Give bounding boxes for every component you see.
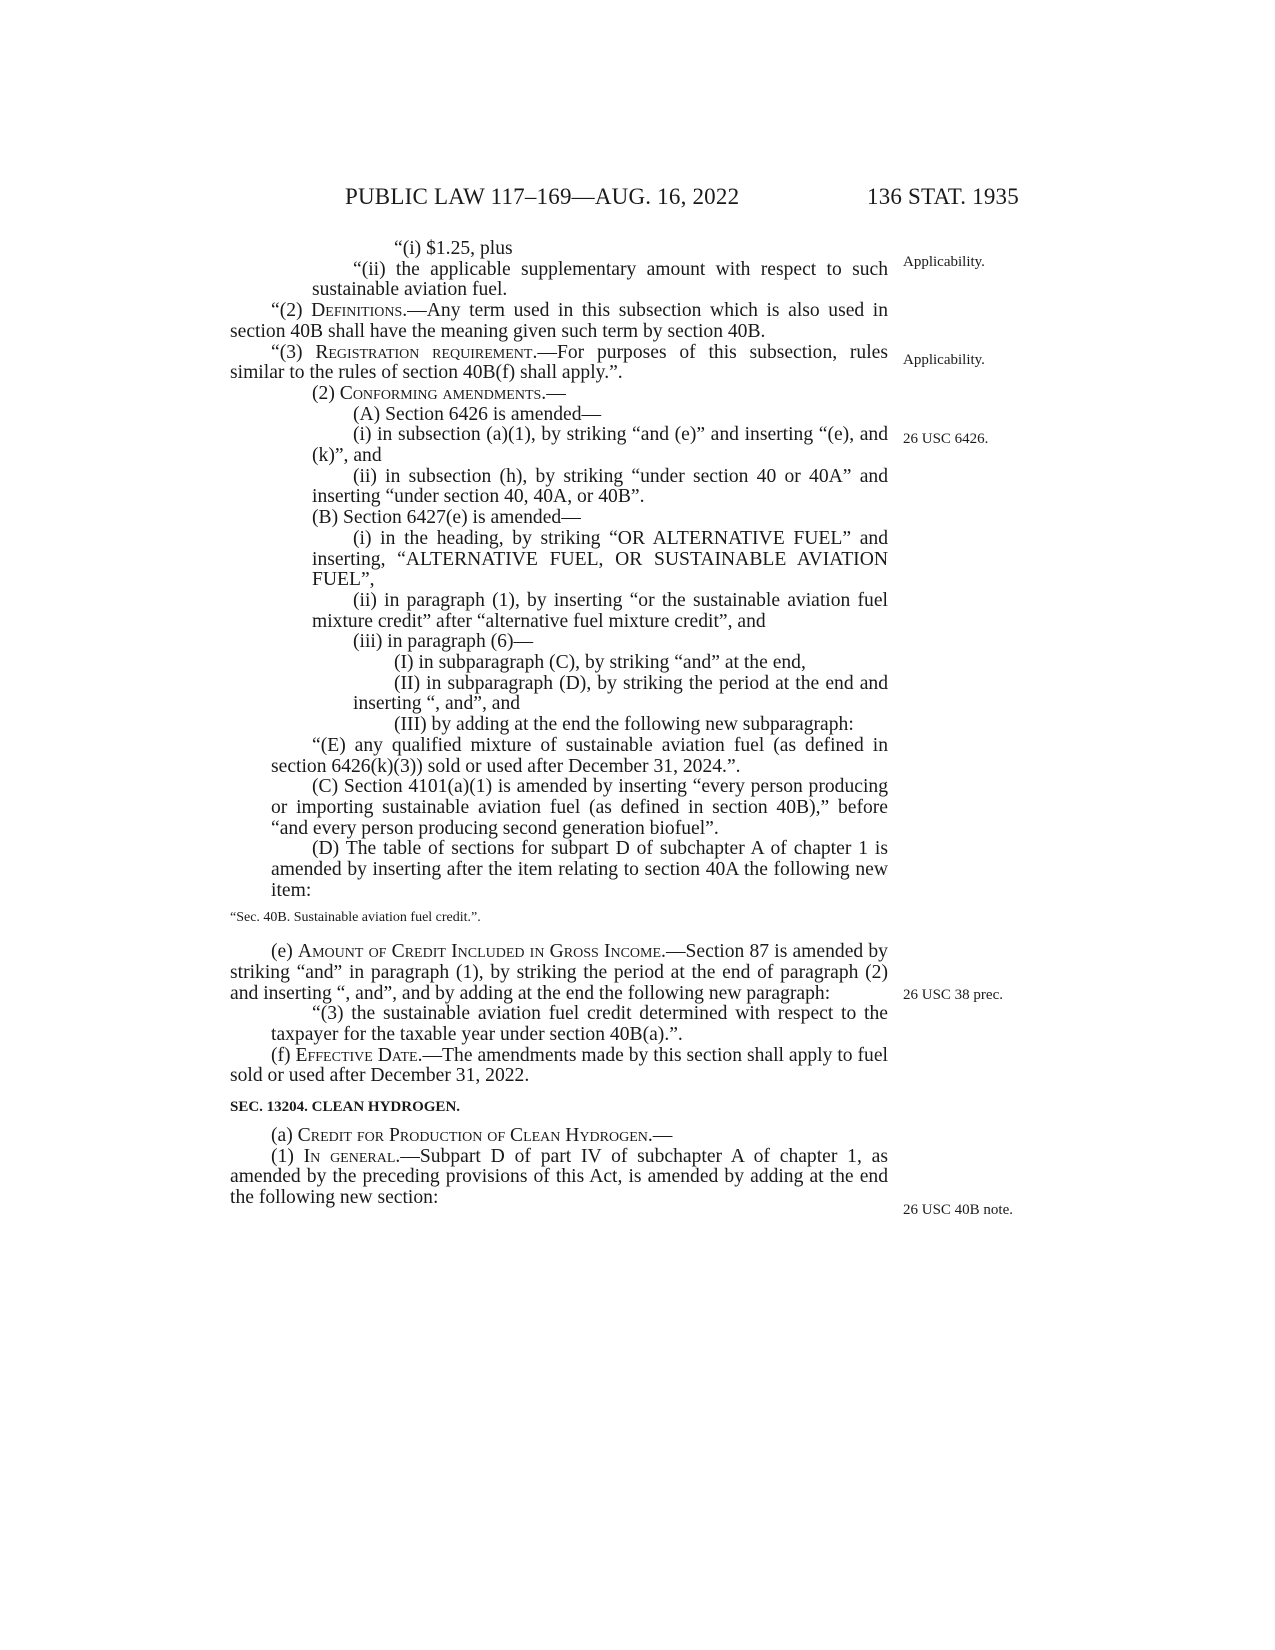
- margin-note: Applicability.: [903, 254, 985, 270]
- paragraph-text: (II) in subparagraph (D), by striking the period at the end and inserting “, and”, and: [353, 672, 888, 715]
- paragraph-text: .—The amendments made by this section shall apply to fuel sold or used after December 31, 2022.: [230, 1044, 888, 1087]
- paragraph: [230, 715, 888, 736]
- paragraph-text: (III) by adding at the end the following new subparagraph:: [394, 714, 854, 736]
- paragraph-heading: Definitions: [311, 300, 403, 322]
- paragraph-designator: (2): [312, 382, 340, 404]
- paragraph: [230, 653, 888, 674]
- paragraph: [230, 1147, 888, 1209]
- paragraph: [230, 508, 888, 529]
- paragraph-text: (C) Section 4101(a)(1) is amended by inserting “every person producing or importing sustainable aviation fuel (as defined in section 40B),” before “and every person producing second generation biofuel”.: [271, 776, 888, 839]
- paragraph-text: .—: [647, 1124, 673, 1146]
- paragraph-text: “(ii) the applicable supplementary amount with respect to such sustainable aviation fuel.: [312, 258, 888, 301]
- paragraph-text: (B) Section 6427(e) is amended—: [312, 507, 581, 529]
- paragraph-heading: Effective Date: [295, 1044, 418, 1066]
- paragraph-text: .—Any term used in this subsection which is also used in section 40B shall have the meaning given such term by section 40B.: [230, 300, 888, 342]
- paragraph: [230, 467, 888, 508]
- paragraph-designator: (a): [271, 1124, 298, 1146]
- paragraph-text: “(i) $1.25, plus: [394, 238, 513, 259]
- paragraph: [230, 384, 888, 405]
- paragraph-text: SEC. 13204. CLEAN HYDROGEN.: [230, 1099, 461, 1116]
- paragraph-text: (ii) in paragraph (1), by inserting “or the sustainable aviation fuel mixture credit” after “alternative fuel mixture credit”, and: [312, 589, 888, 632]
- paragraph-heading: In general: [303, 1145, 396, 1167]
- table-item: [230, 902, 888, 943]
- margin-note: Applicability.: [903, 352, 985, 368]
- paragraph-designator: (f): [271, 1044, 296, 1066]
- page-number: 136 STAT. 1935: [867, 184, 1019, 209]
- paragraph-text: (i) in subsection (a)(1), by striking “and (e)” and inserting “(e), and (k)”, and: [312, 424, 888, 467]
- paragraph: [230, 1126, 888, 1147]
- paragraph: [230, 1046, 888, 1087]
- paragraph: [230, 405, 888, 426]
- paragraph-heading: Conforming amendments: [339, 382, 542, 404]
- paragraph-text: (ii) in subsection (h), by striking “under section 40 or 40A” and inserting “under section 40, 40A, or 40B”.: [312, 465, 888, 508]
- running-header-left: PUBLIC LAW 117–169—AUG. 16, 2022: [345, 184, 740, 209]
- paragraph-designator: “(3): [271, 341, 316, 363]
- paragraph-text: (A) Section 6426 is amended—: [353, 403, 602, 425]
- paragraph: [230, 529, 888, 591]
- paragraph: [230, 239, 888, 260]
- paragraph: [230, 674, 888, 715]
- paragraph-text: .—Subpart D of part IV of subchapter A of chapter 1, as amended by the preceding provisions of this Act, is amended by adding at the end the following new section:: [230, 1145, 888, 1208]
- paragraph-text: “Sec. 40B. Sustainable aviation fuel credit.”.: [230, 909, 481, 925]
- paragraph: [230, 736, 888, 777]
- paragraph-text: (I) in subparagraph (C), by striking “and” at the end,: [394, 652, 806, 674]
- paragraph: [230, 260, 888, 301]
- paragraph: [230, 591, 888, 632]
- paragraph-text: (iii) in paragraph (6)—: [353, 631, 534, 653]
- margin-note: 26 USC 40B note.: [903, 1202, 1014, 1218]
- paragraph-heading: Amount of Credit Included in Gross Income: [297, 941, 662, 963]
- body-text: [230, 239, 888, 1209]
- margin-note: 26 USC 6426.: [903, 431, 989, 447]
- paragraph-text: “(3) the sustainable aviation fuel credit determined with respect to the taxpayer for the taxable year under section 40B(a).”.: [271, 1003, 888, 1046]
- paragraph: [230, 777, 888, 839]
- paragraph-heading: Credit for Production of Clean Hydrogen: [297, 1124, 648, 1146]
- paragraph-text: .—For purposes of this subsection, rules similar to the rules of section 40B(f) shall apply.”.: [230, 341, 888, 384]
- paragraph-designator: “(2): [271, 300, 312, 322]
- paragraph-text: .—Section 87 is amended by striking “and” in paragraph (1), by striking the period at the end of paragraph (2) and inserting “, and”, and by adding at the end the following new paragraph:: [230, 941, 888, 1004]
- paragraph: [230, 425, 888, 466]
- paragraph-text: (D) The table of sections for subpart D of subchapter A of chapter 1 is amended by inserting after the item relating to section 40A the following new item:: [271, 838, 888, 901]
- paragraph-heading: Registration requirement: [315, 341, 533, 363]
- paragraph: [230, 632, 888, 653]
- paragraph: [230, 839, 888, 901]
- paragraph-text: .—: [541, 382, 566, 404]
- section-heading: [230, 1087, 888, 1126]
- paragraph: [230, 301, 888, 342]
- paragraph-designator: (1): [271, 1145, 304, 1167]
- paragraph: [230, 942, 888, 1004]
- paragraph-text: (i) in the heading, by striking “OR ALTERNATIVE FUEL” and inserting, “ALTERNATIVE FUEL, OR SUSTAINABLE AVIATION FUEL”,: [312, 527, 888, 591]
- margin-note: 26 USC 38 prec.: [903, 987, 1003, 1003]
- paragraph: [230, 1004, 888, 1045]
- paragraph: [230, 343, 888, 384]
- paragraph-text: “(E) any qualified mixture of sustainable aviation fuel (as defined in section 6426(k)(3)) sold or used after December 31, 2024.”.: [271, 734, 888, 777]
- paragraph-designator: (e): [271, 941, 298, 963]
